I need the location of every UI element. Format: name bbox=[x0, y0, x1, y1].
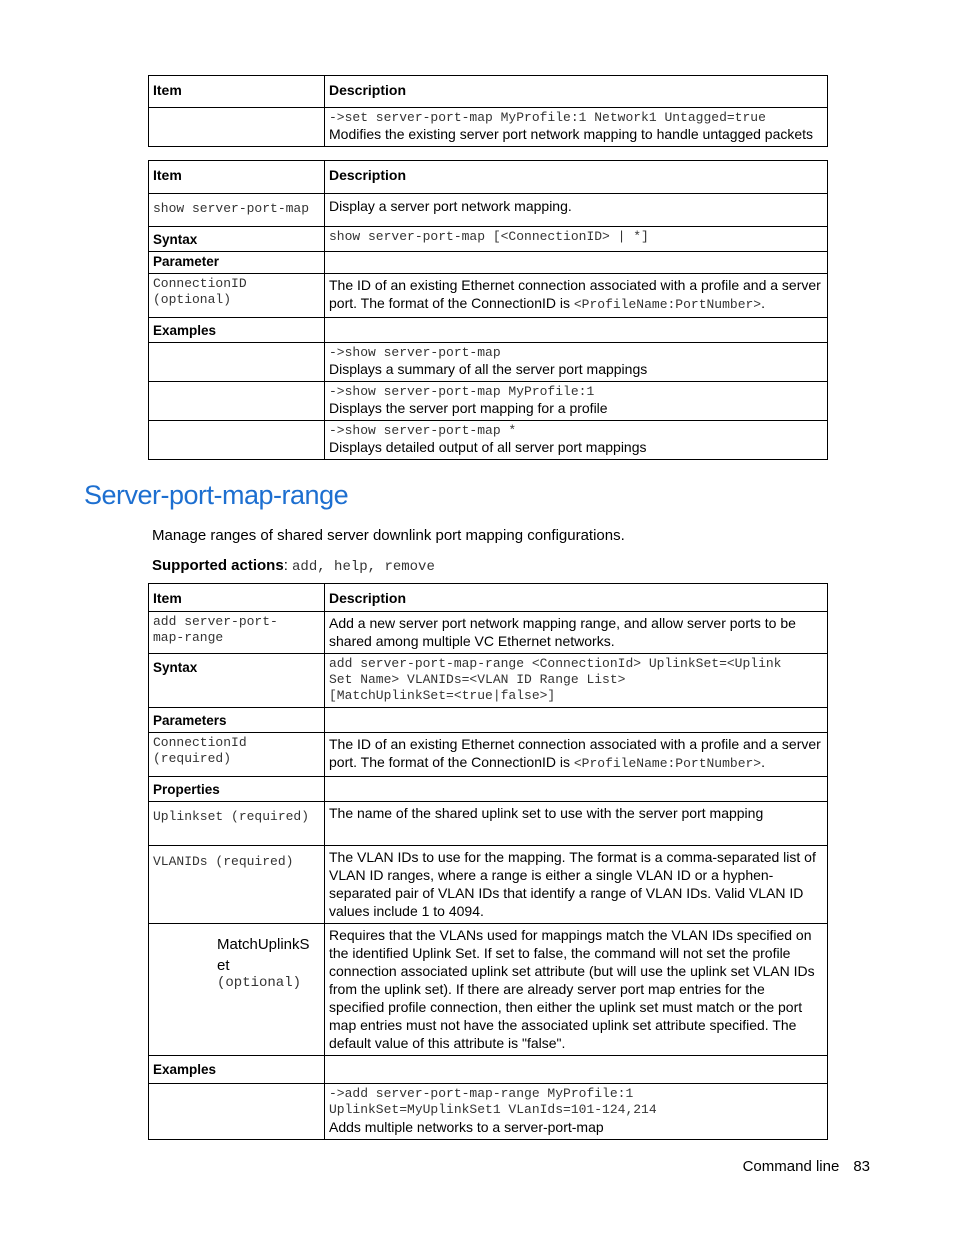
empty-cell bbox=[325, 318, 828, 343]
example-cell bbox=[325, 1084, 828, 1140]
prop-uplinkset-cell bbox=[149, 802, 325, 846]
empty-item-cell bbox=[149, 421, 325, 460]
example-cell bbox=[325, 108, 828, 147]
empty-cell bbox=[325, 1056, 828, 1084]
syntax-line1: add server-port-map-range <ConnectionId> UplinkSet=<Uplink bbox=[329, 656, 782, 671]
item-command: show server-port-map bbox=[153, 201, 310, 216]
example-text: Modifies the existing server port network mapping to handle untagged packets bbox=[329, 126, 814, 142]
empty-cell bbox=[325, 252, 828, 274]
supported-list: add, help, remove bbox=[292, 559, 435, 575]
param-cell bbox=[149, 274, 325, 318]
footer-section: Command line bbox=[742, 1158, 840, 1175]
empty-item-cell bbox=[149, 108, 325, 147]
properties-label: Properties bbox=[149, 777, 325, 802]
prop-matchuplinkset-name-2: et bbox=[217, 957, 230, 974]
prop-vlanids-cell bbox=[149, 846, 325, 924]
example-cell bbox=[325, 421, 828, 460]
param-desc-code: <ProfileName:PortNumber> bbox=[573, 297, 762, 312]
param-desc-text: The ID of an existing Ethernet connection associated with a profile and a server port. The format of the ConnectionID is bbox=[329, 277, 821, 311]
item-command-line1: add server-port- bbox=[153, 614, 278, 629]
empty-item-cell bbox=[149, 382, 325, 421]
col-header-item: Item bbox=[149, 161, 325, 194]
param-required: (required) bbox=[153, 751, 232, 766]
section-intro: Manage ranges of shared server downlink port mapping configurations. bbox=[152, 527, 625, 544]
examples-label: Examples bbox=[149, 1056, 325, 1084]
syntax-line2: Set Name> VLANIDs=<VLAN ID Range List> bbox=[329, 672, 626, 687]
prop-vlanids-desc: The VLAN IDs to use for the mapping. The format is a comma-separated list of VLAN ID ranges, where a range is either a single VLAN ID or a hyphen-separated pair of VLAN IDs that identify a range of VLAN IDs. Valid VLAN ID values include 1 to 4094. bbox=[325, 846, 828, 924]
prop-uplinkset-name: Uplinkset (required) bbox=[153, 809, 310, 824]
section-title: Server-port-map-range bbox=[84, 480, 349, 510]
example-code: ->show server-port-map * bbox=[329, 423, 517, 438]
supported-colon: : bbox=[283, 557, 293, 574]
param-desc-text: The ID of an existing Ethernet connection associated with a profile and a server port. The format of the ConnectionID is bbox=[329, 736, 821, 770]
col-header-description: Description bbox=[325, 584, 828, 612]
example-code: ->show server-port-map bbox=[329, 345, 501, 360]
item-desc: Add a new server port network mapping range, and allow server ports to be shared among multiple VC Ethernet networks. bbox=[325, 612, 828, 654]
col-header-item: Item bbox=[149, 76, 325, 108]
empty-cell bbox=[325, 708, 828, 733]
example-code-line2: UplinkSet=MyUplinkSet1 VLanIds=101-124,214 bbox=[329, 1102, 657, 1117]
page-number: 83 bbox=[853, 1158, 870, 1175]
supported-label: Supported actions bbox=[152, 557, 284, 574]
item-cell bbox=[149, 194, 325, 227]
example-text: Displays the server port mapping for a profile bbox=[329, 400, 608, 416]
example-code: ->show server-port-map MyProfile:1 bbox=[329, 384, 595, 399]
item-command-line2: map-range bbox=[153, 630, 224, 645]
example-text: Displays a summary of all the server port mappings bbox=[329, 361, 648, 377]
empty-cell bbox=[325, 777, 828, 802]
syntax-cell bbox=[325, 654, 828, 708]
example-code: ->set server-port-map MyProfile:1 Network1 Untagged=true bbox=[329, 110, 766, 125]
item-cell bbox=[149, 612, 325, 654]
example-code-line1: ->add server-port-map-range MyProfile:1 bbox=[329, 1086, 634, 1101]
supported-actions bbox=[152, 557, 435, 575]
page-footer bbox=[743, 1158, 870, 1175]
col-header-item: Item bbox=[149, 584, 325, 612]
param-name: ConnectionID bbox=[153, 276, 247, 291]
param-cell bbox=[149, 733, 325, 777]
syntax-label: Syntax bbox=[149, 227, 325, 252]
prop-matchuplinkset-optional: (optional) bbox=[217, 975, 302, 991]
table-add-server-port-map-range bbox=[148, 583, 828, 1140]
col-header-description: Description bbox=[325, 161, 828, 194]
parameters-label: Parameters bbox=[149, 708, 325, 733]
examples-label: Examples bbox=[149, 318, 325, 343]
syntax-line3: [MatchUplinkSet=<true|false>] bbox=[329, 688, 556, 703]
example-text: Adds multiple networks to a server-port-map bbox=[329, 1119, 604, 1135]
param-desc-code: <ProfileName:PortNumber> bbox=[573, 756, 762, 771]
table-show-server-port-map bbox=[148, 160, 828, 460]
param-name: ConnectionId bbox=[153, 735, 247, 750]
param-optional: (optional) bbox=[153, 292, 232, 307]
syntax-code: show server-port-map [<ConnectionID> | *] bbox=[329, 229, 649, 244]
parameter-label: Parameter bbox=[149, 252, 325, 274]
item-desc: Display a server port network mapping. bbox=[325, 194, 828, 227]
example-cell bbox=[325, 343, 828, 382]
param-desc bbox=[325, 274, 828, 318]
param-desc-end: . bbox=[761, 295, 765, 311]
example-text: Displays detailed output of all server port mappings bbox=[329, 439, 647, 455]
prop-matchuplinkset-name-1: MatchUplinkS bbox=[217, 936, 310, 953]
prop-matchuplinkset-cell bbox=[149, 924, 325, 1056]
example-cell bbox=[325, 382, 828, 421]
prop-uplinkset-desc: The name of the shared uplink set to use with the server port mapping bbox=[325, 802, 828, 846]
empty-item-cell bbox=[149, 343, 325, 382]
syntax-cell bbox=[325, 227, 828, 252]
param-desc-end: . bbox=[761, 754, 765, 770]
prop-matchuplinkset-desc: Requires that the VLANs used for mappings match the VLAN IDs specified on the identified Uplink Set. If set to false, the command will not set the profile connection associated uplink set attribute (but will use the uplink set VLAN IDs from the uplink set). If there are already server port map entries for the specified profile connection, then either the uplink set must match or the port map entries must not have the associated uplink set attribute specified. The default value of this attribute is "false". bbox=[325, 924, 828, 1056]
syntax-label: Syntax bbox=[149, 654, 325, 708]
col-header-description: Description bbox=[325, 76, 828, 108]
param-desc bbox=[325, 733, 828, 777]
table-set-example bbox=[148, 75, 828, 147]
prop-vlanids-name: VLANIDs (required) bbox=[153, 854, 294, 869]
empty-item-cell bbox=[149, 1084, 325, 1140]
